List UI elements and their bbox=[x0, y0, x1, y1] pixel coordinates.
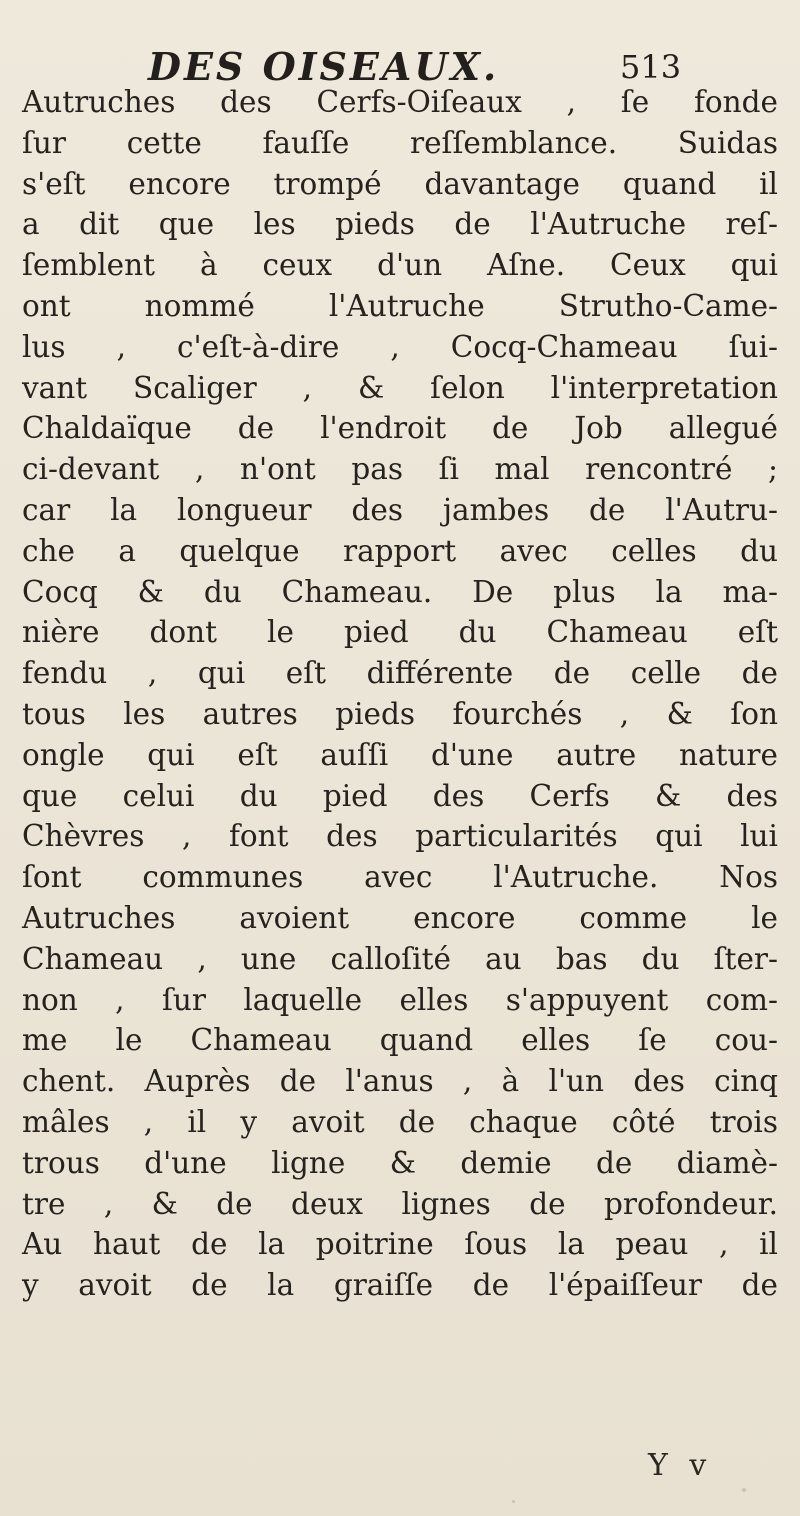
text-line: a dit que les pieds de l'Autruche reſ- bbox=[22, 207, 778, 242]
text-line: que celui du pied des Cerfs & des bbox=[22, 778, 778, 813]
text-line: trous d'une ligne & demie de diamè- bbox=[22, 1145, 778, 1180]
text-line: ont nommé l'Autruche Strutho-Came- bbox=[22, 288, 778, 323]
text-line: y avoit de la graiſſe de l'épaiſſeur de bbox=[22, 1268, 778, 1303]
text-line: s'eſt encore trompé davantage quand il bbox=[22, 166, 778, 201]
text-line: mâles , il y avoit de chaque côté trois bbox=[22, 1104, 778, 1139]
text-line: tous les autres pieds fourchés , & ſon bbox=[22, 696, 778, 731]
text-line: Autruches des Cerfs-Oiſeaux , ſe fonde bbox=[22, 85, 778, 119]
paper-speck bbox=[512, 1500, 515, 1503]
text-line: Au haut de la poitrine ſous la peau , il bbox=[22, 1227, 778, 1262]
text-line: fendu , qui eſt différente de celle de bbox=[22, 656, 778, 691]
text-line: me le Chameau quand elles ſe cou- bbox=[22, 1023, 778, 1058]
text-line: Chaldaïque de l'endroit de Job allegué bbox=[22, 411, 778, 446]
text-line: vant Scaliger , & ſelon l'interpretation bbox=[22, 370, 778, 405]
text-line: ci-devant , n'ont pas ſi mal rencontré ; bbox=[22, 452, 778, 487]
text-line: car la longueur des jambes de l'Autru- bbox=[22, 492, 778, 527]
catchword: Y v bbox=[648, 1448, 713, 1483]
text-line: lus , c'eſt-à-dire , Cocq-Chameau ſui- bbox=[22, 329, 778, 364]
body-text bbox=[22, 82, 800, 1306]
text-line: tre , & de deux lignes de profondeur. bbox=[22, 1186, 778, 1221]
text-line: Cocq & du Chameau. De plus la ma- bbox=[22, 574, 778, 609]
text-line: non , ſur laquelle elles s'appuyent com- bbox=[22, 982, 778, 1017]
text-line: Chèvres , font des particularités qui lui bbox=[22, 819, 778, 854]
running-head: DES OISEAUX. bbox=[148, 44, 500, 89]
page-number: 513 bbox=[620, 48, 682, 86]
text-line: che a quelque rapport avec celles du bbox=[22, 533, 778, 568]
text-line: ongle qui eſt auſſi d'une autre nature bbox=[22, 737, 778, 772]
text-line: Autruches avoient encore comme le bbox=[22, 900, 778, 935]
text-line: ſur cette fauſſe reſſemblance. Suidas bbox=[22, 125, 778, 160]
text-line: ſemblent à ceux d'un Aſne. Ceux qui bbox=[22, 248, 778, 283]
text-line: nière dont le pied du Chameau eſt bbox=[22, 615, 778, 650]
paper-speck bbox=[742, 1488, 746, 1492]
text-line: ſont communes avec l'Autruche. Nos bbox=[22, 860, 778, 895]
text-line: chent. Auprès de l'anus , à l'un des cinq bbox=[22, 1064, 778, 1099]
text-line: Chameau , une calloſité au bas du ſter- bbox=[22, 941, 778, 976]
